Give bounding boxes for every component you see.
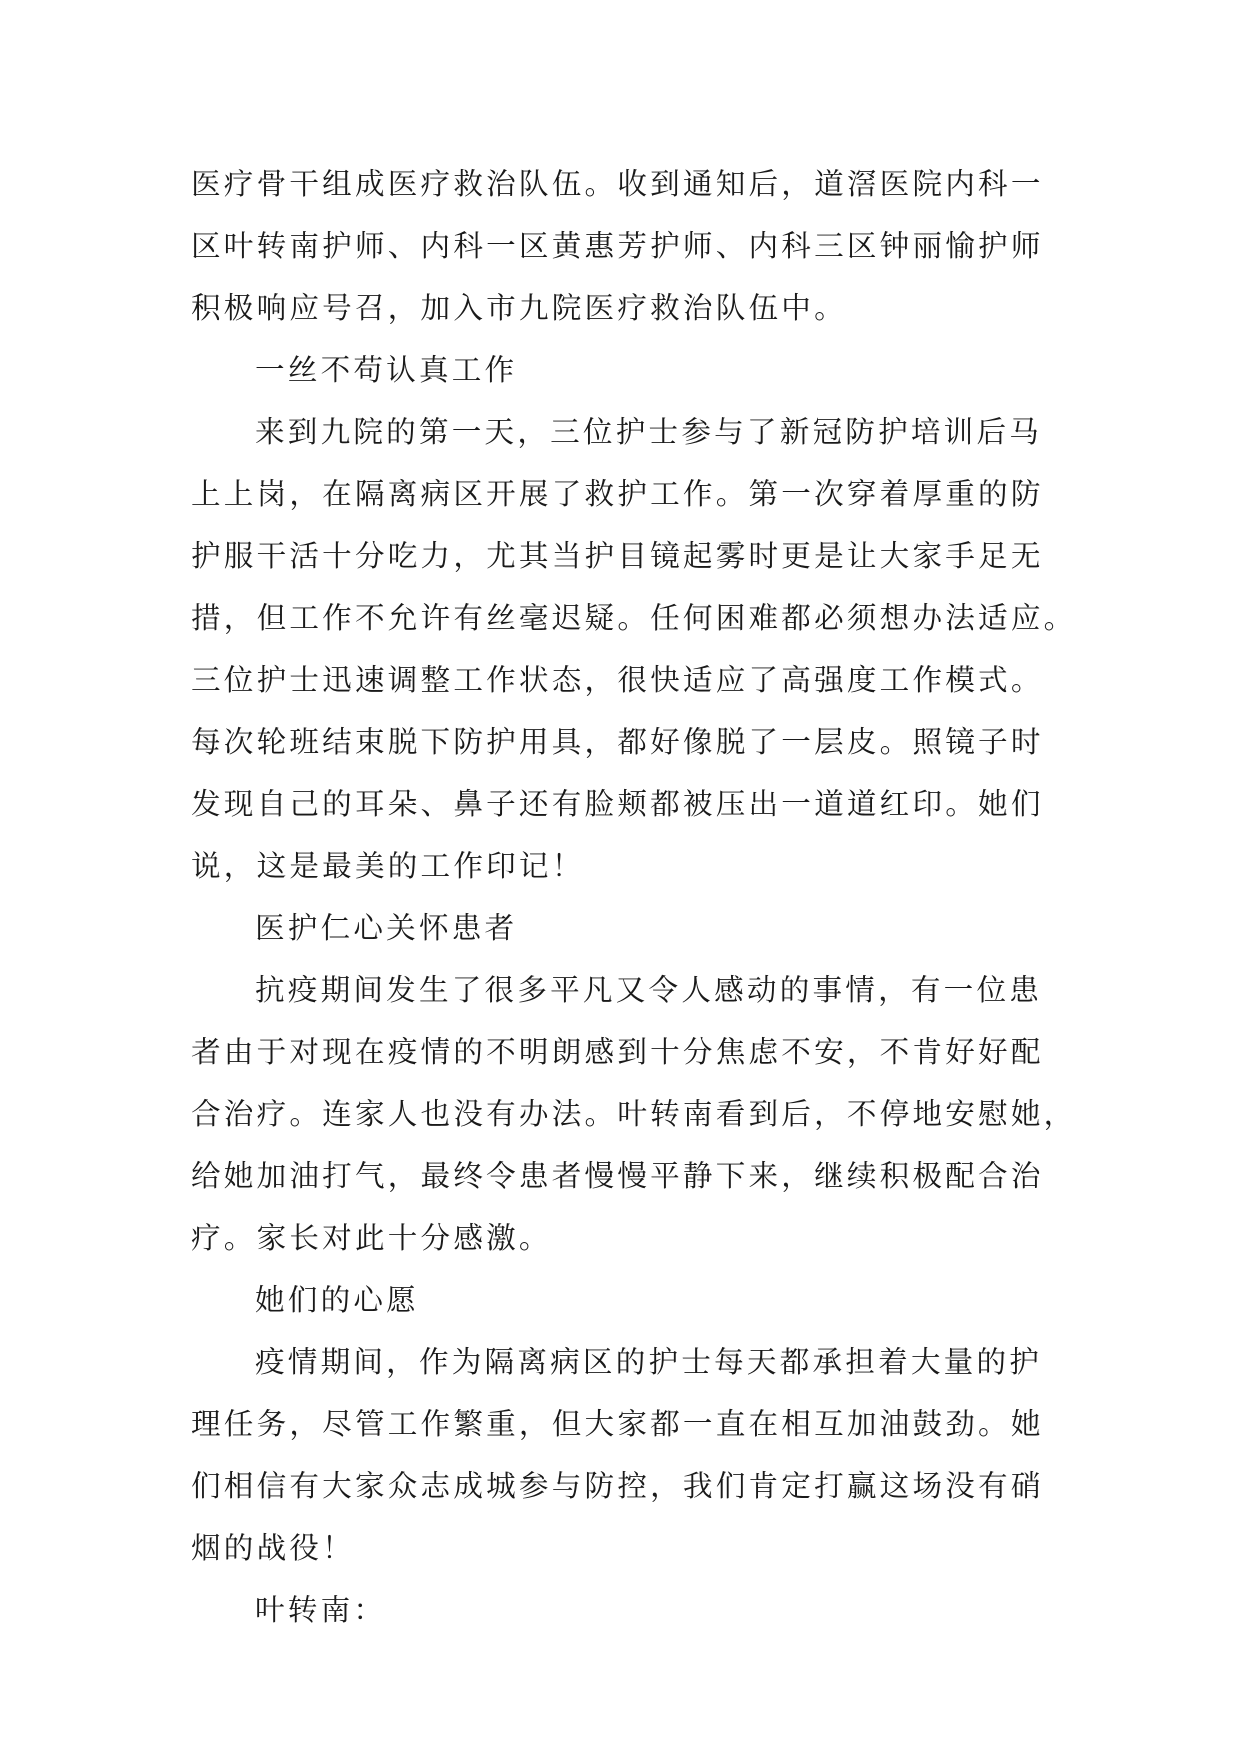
paragraph-first-line: 疫情期间，作为隔离病区的护士每天都承担着大量的护 — [255, 1345, 1043, 1379]
speaker-label: 叶转南： — [255, 1593, 387, 1627]
body-line: 说，这是最美的工作印记！ — [191, 849, 585, 883]
body-line: 疗。家长对此十分感激。 — [191, 1221, 552, 1255]
section-heading: 她们的心愿 — [255, 1283, 419, 1317]
body-line: 区叶转南护师、内科一区黄惠芳护师、内科三区钟丽愉护师 — [191, 229, 1044, 263]
body-line: 护服干活十分吃力，尤其当护目镜起雾时更是让大家手足无 — [191, 539, 1044, 573]
section-heading: 一丝不苟认真工作 — [255, 353, 518, 387]
body-line: 理任务，尽管工作繁重，但大家都一直在相互加油鼓劲。她 — [191, 1407, 1044, 1441]
body-line: 烟的战役！ — [191, 1531, 355, 1565]
body-line: 给她加油打气，最终令患者慢慢平静下来，继续积极配合治 — [191, 1159, 1044, 1193]
paragraph-first-line: 来到九院的第一天，三位护士参与了新冠防护培训后马 — [255, 415, 1043, 449]
body-line: 措，但工作不允许有丝毫迟疑。任何困难都必须想办法适应。 — [191, 601, 1077, 635]
body-line: 上上岗，在隔离病区开展了救护工作。第一次穿着厚重的防 — [191, 477, 1044, 511]
document-body — [191, 153, 1077, 1641]
body-line: 合治疗。连家人也没有办法。叶转南看到后，不停地安慰她， — [191, 1097, 1077, 1131]
body-line: 积极响应号召，加入市九院医疗救治队伍中。 — [191, 291, 847, 325]
body-line: 三位护士迅速调整工作状态，很快适应了高强度工作模式。 — [191, 663, 1044, 697]
body-line: 每次轮班结束脱下防护用具，都好像脱了一层皮。照镜子时 — [191, 725, 1044, 759]
body-line: 们相信有大家众志成城参与防控，我们肯定打赢这场没有硝 — [191, 1469, 1044, 1503]
paragraph-first-line: 抗疫期间发生了很多平凡又令人感动的事情，有一位患 — [255, 973, 1043, 1007]
body-line: 发现自己的耳朵、鼻子还有脸颊都被压出一道道红印。她们 — [191, 787, 1044, 821]
body-line: 医疗骨干组成医疗救治队伍。收到通知后，道滘医院内科一 — [191, 167, 1044, 201]
body-line: 者由于对现在疫情的不明朗感到十分焦虑不安，不肯好好配 — [191, 1035, 1044, 1069]
section-heading: 医护仁心关怀患者 — [255, 911, 518, 945]
